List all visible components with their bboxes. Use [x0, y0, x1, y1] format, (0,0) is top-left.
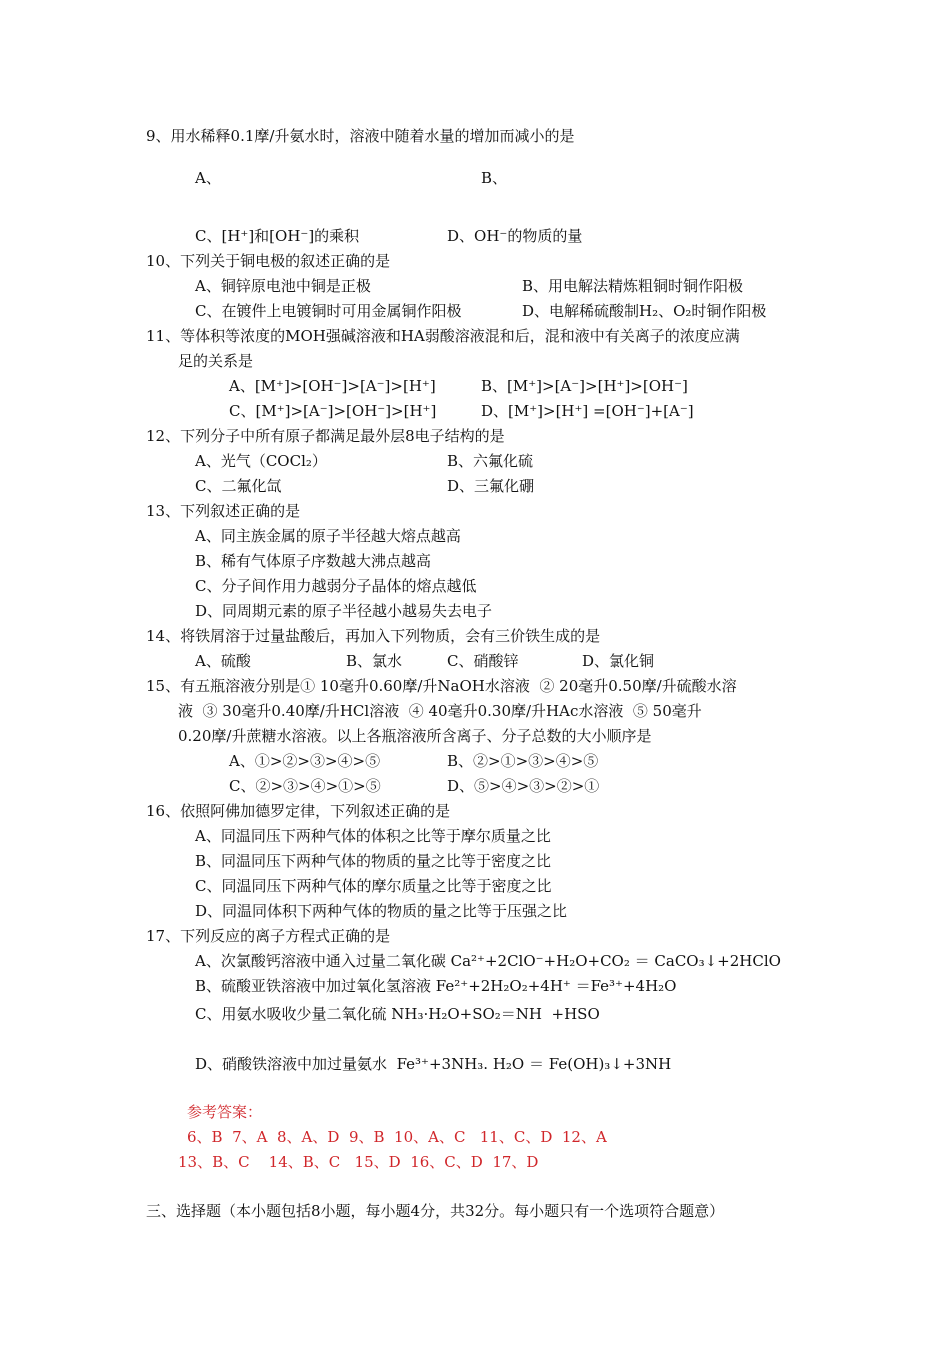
q12-stem: 12、下列分子中所有原子都满足最外层8电子结构的是 — [146, 427, 505, 445]
q15-stem-line3: 0.20摩/升蔗糖水溶液。以上各瓶溶液所含离子、分子总数的大小顺序是 — [178, 727, 652, 745]
q15-option-c: C、②>③>④>①>⑤ — [229, 777, 381, 795]
q11-stem-line1: 11、等体积等浓度的MOH强碱溶液和HA弱酸溶液混和后，混和液中有关离子的浓度应满 — [146, 327, 740, 345]
q11-option-d: D、[M⁺]>[H⁺] =[OH⁻]+[A⁻] — [481, 402, 694, 420]
q17-option-d: D、硝酸铁溶液中加过量氨水 Fe³⁺+3NH₃. H₂O ＝ Fe(OH)₃↓+3NH — [195, 1055, 672, 1073]
q12-option-b: B、六氟化硫 — [447, 452, 534, 470]
q9-stem: 9、用水稀释0.1摩/升氨水时，溶液中随着水量的增加而减小的是 — [146, 127, 575, 145]
q17-option-a: A、次氯酸钙溶液中通入过量二氧化碳 Ca²⁺+2ClO⁻+H₂O+CO₂ ＝ CaCO₃↓+2HClO — [195, 952, 781, 970]
q10-stem: 10、下列关于铜电极的叙述正确的是 — [146, 252, 391, 270]
q13-option-a: A、同主族金属的原子半径越大熔点越高 — [195, 527, 461, 545]
q17-option-c: C、用氨水吸收少量二氧化硫 NH₃·H₂O+SO₂＝NH +HSO — [195, 1005, 600, 1023]
q9-option-c: C、[H⁺]和[OH⁻]的乘积 — [195, 227, 360, 245]
q14-option-a: A、硫酸 — [195, 652, 251, 670]
q13-stem: 13、下列叙述正确的是 — [146, 502, 301, 520]
q15-option-a: A、①>②>③>④>⑤ — [229, 752, 381, 770]
q17-option-b: B、硫酸亚铁溶液中加过氧化氢溶液 Fe²⁺+2H₂O₂+4H⁺ ＝Fe³⁺+4H₂O — [195, 977, 677, 995]
q10-option-d: D、电解稀硫酸制H₂、O₂时铜作阳极 — [522, 302, 767, 320]
q11-option-b: B、[M⁺]>[A⁻]>[H⁺]>[OH⁻] — [481, 377, 688, 395]
q13-option-d: D、同周期元素的原子半径越小越易失去电子 — [195, 602, 493, 620]
answers-title: 参考答案： — [187, 1103, 263, 1121]
q15-option-b: B、②>①>③>④>⑤ — [447, 752, 599, 770]
q9-option-a: A、 — [195, 169, 221, 187]
q16-option-c: C、同温同压下两种气体的摩尔质量之比等于密度之比 — [195, 877, 552, 895]
q16-option-a: A、同温同压下两种气体的体积之比等于摩尔质量之比 — [195, 827, 551, 845]
q15-stem-line2: 液 ③ 30毫升0.40摩/升HCl溶液 ④ 40毫升0.30摩/升HAc水溶液 ⑤ 50毫升 — [178, 702, 702, 720]
q11-option-a: A、[M⁺]>[OH⁻]>[A⁻]>[H⁺] — [229, 377, 436, 395]
q15-option-d: D、⑤>④>③>②>① — [447, 777, 600, 795]
q14-option-b: B、氯水 — [346, 652, 403, 670]
q17-stem: 17、下列反应的离子方程式正确的是 — [146, 927, 391, 945]
q14-option-d: D、氯化铜 — [582, 652, 655, 670]
q9-option-b: B、 — [481, 169, 508, 187]
q12-option-a: A、光气（COCl₂） — [195, 452, 327, 470]
q11-stem-line2: 足的关系是 — [178, 352, 254, 370]
q13-option-b: B、稀有气体原子序数越大沸点越高 — [195, 552, 432, 570]
q11-option-c: C、[M⁺]>[A⁻]>[OH⁻]>[H⁺] — [229, 402, 437, 420]
q12-option-c: C、二氟化氙 — [195, 477, 282, 495]
q12-option-d: D、三氟化硼 — [447, 477, 535, 495]
q15-stem-line1: 15、有五瓶溶液分别是① 10毫升0.60摩/升NaOH水溶液 ② 20毫升0.50摩/升硫酸水溶 — [146, 677, 737, 695]
answers-line-1: 6、B 7、A 8、A、D 9、B 10、A、C 11、C、D 12、A — [187, 1128, 607, 1146]
answers-line-2: 13、B、C 14、B、C 15、D 16、C、D 17、D — [178, 1153, 539, 1171]
q14-stem: 14、将铁屑溶于过量盐酸后，再加入下列物质，会有三价铁生成的是 — [146, 627, 601, 645]
q16-option-b: B、同温同压下两种气体的物质的量之比等于密度之比 — [195, 852, 552, 870]
q10-option-b: B、用电解法精炼粗铜时铜作阳极 — [522, 277, 744, 295]
q14-option-c: C、硝酸锌 — [447, 652, 519, 670]
q13-option-c: C、分子间作用力越弱分子晶体的熔点越低 — [195, 577, 477, 595]
q10-option-a: A、铜锌原电池中铜是正极 — [195, 277, 371, 295]
section-3-heading: 三、选择题（本小题包括8小题，每小题4分，共32分。每小题只有一个选项符合题意） — [146, 1202, 725, 1220]
q16-option-d: D、同温同体积下两种气体的物质的量之比等于压强之比 — [195, 902, 568, 920]
q16-stem: 16、依照阿佛加德罗定律，下列叙述正确的是 — [146, 802, 451, 820]
q9-option-d: D、OH⁻的物质的量 — [447, 227, 583, 245]
q10-option-c: C、在镀件上电镀铜时可用金属铜作阳极 — [195, 302, 462, 320]
